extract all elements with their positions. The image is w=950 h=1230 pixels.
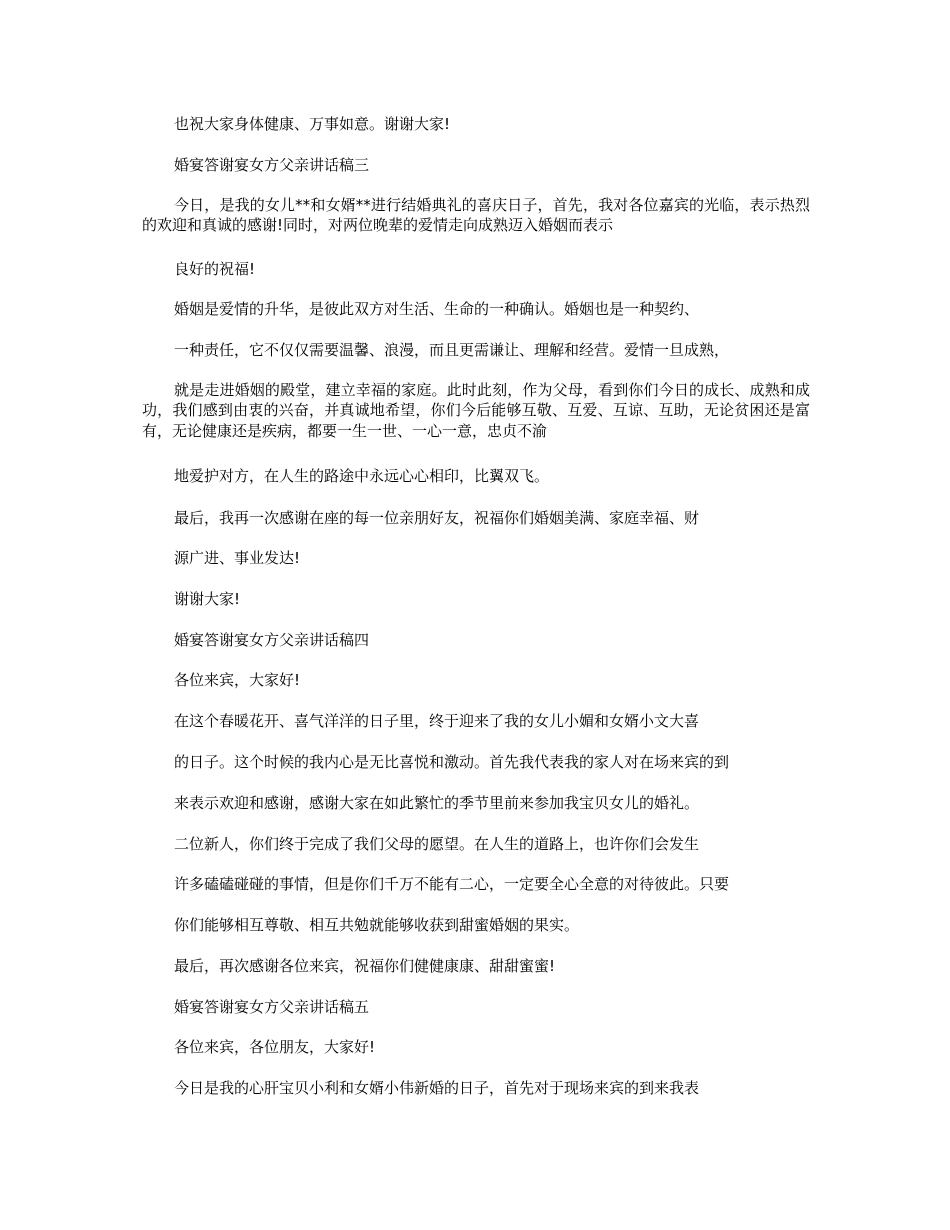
section-heading-3: 婚宴答谢宴女方父亲讲话稿三 (174, 156, 370, 174)
paragraph-speech4-3: 来表示欢迎和感谢，感谢大家在如此繁忙的季节里前来参加我宝贝女儿的婚礼。 (174, 794, 700, 812)
paragraph-greeting-5: 各位来宾，各位朋友，大家好! (174, 1038, 376, 1056)
paragraph-speech4-1: 在这个春暖花开、喜气洋洋的日子里，终于迎来了我的女儿小媚和女婿小文大喜 (174, 712, 700, 730)
paragraph-marriage-2: 一种责任，它不仅仅需要温馨、浪漫，而且更需谦让、理解和经营。爱情一旦成熟， (174, 341, 730, 359)
section-heading-4: 婚宴答谢宴女方父亲讲话稿四 (174, 631, 370, 649)
paragraph-marriage-1: 婚姻是爱情的升华，是彼此双方对生活、生命的一种确认。婚姻也是一种契约、 (174, 300, 700, 318)
section-heading-5: 婚宴答谢宴女方父亲讲话稿五 (174, 998, 370, 1016)
paragraph-speech4-7: 最后，再次感谢各位来宾，祝福你们健健康康、甜甜蜜蜜! (174, 957, 556, 975)
paragraph-speech4-6: 你们能够相互尊敬、相互共勉就能够收获到甜蜜婚姻的果实。 (174, 916, 580, 934)
paragraph-marriage-3: 就是走进婚姻的殿堂，建立幸福的家庭。此时此刻，作为父母，看到你们今日的成长、成熟和成功，我们感到由衷的兴奋，并真诚地希望，你们今后能够互敬、互爱、互谅、互助，无论贫困还是富有，无论健康还是疾病，都要一生一世、一心一意，忠贞不渝 (142, 381, 810, 440)
paragraph-thanks-3: 谢谢大家! (174, 590, 241, 608)
paragraph-greeting-4: 各位来宾，大家好! (174, 671, 301, 689)
paragraph-thanks-2: 源广进、事业发达! (174, 549, 301, 567)
paragraph-welcome: 今日，是我的女儿**和女婿**进行结婚典礼的喜庆日子，首先，我对各位嘉宾的光临，表示热烈的欢迎和真诚的感谢!同时，对两位晚辈的爱情走向成熟迈入婚姻而表示 (142, 196, 810, 235)
paragraph-speech5-1: 今日是我的心肝宝贝小利和女婿小伟新婚的日子，首先对于现场来宾的到来我表 (174, 1079, 700, 1097)
paragraph-speech4-4: 二位新人，你们终于完成了我们父母的愿望。在人生的道路上，也许你们会发生 (174, 835, 700, 853)
paragraph-closing-wish: 也祝大家身体健康、万事如意。谢谢大家! (174, 115, 451, 133)
paragraph-speech4-5: 许多磕磕碰碰的事情，但是你们千万不能有二心，一定要全心全意的对待彼此。只要 (174, 875, 730, 893)
paragraph-marriage-4: 地爱护对方，在人生的路途中永远心心相印，比翼双飞。 (174, 467, 550, 485)
paragraph-thanks-1: 最后，我再一次感谢在座的每一位亲朋好友，祝福你们婚姻美满、家庭幸福、财 (174, 509, 700, 527)
paragraph-blessing: 良好的祝福! (174, 260, 256, 278)
paragraph-speech4-2: 的日子。这个时候的我内心是无比喜悦和激动。首先我代表我的家人对在场来宾的到 (174, 753, 730, 771)
